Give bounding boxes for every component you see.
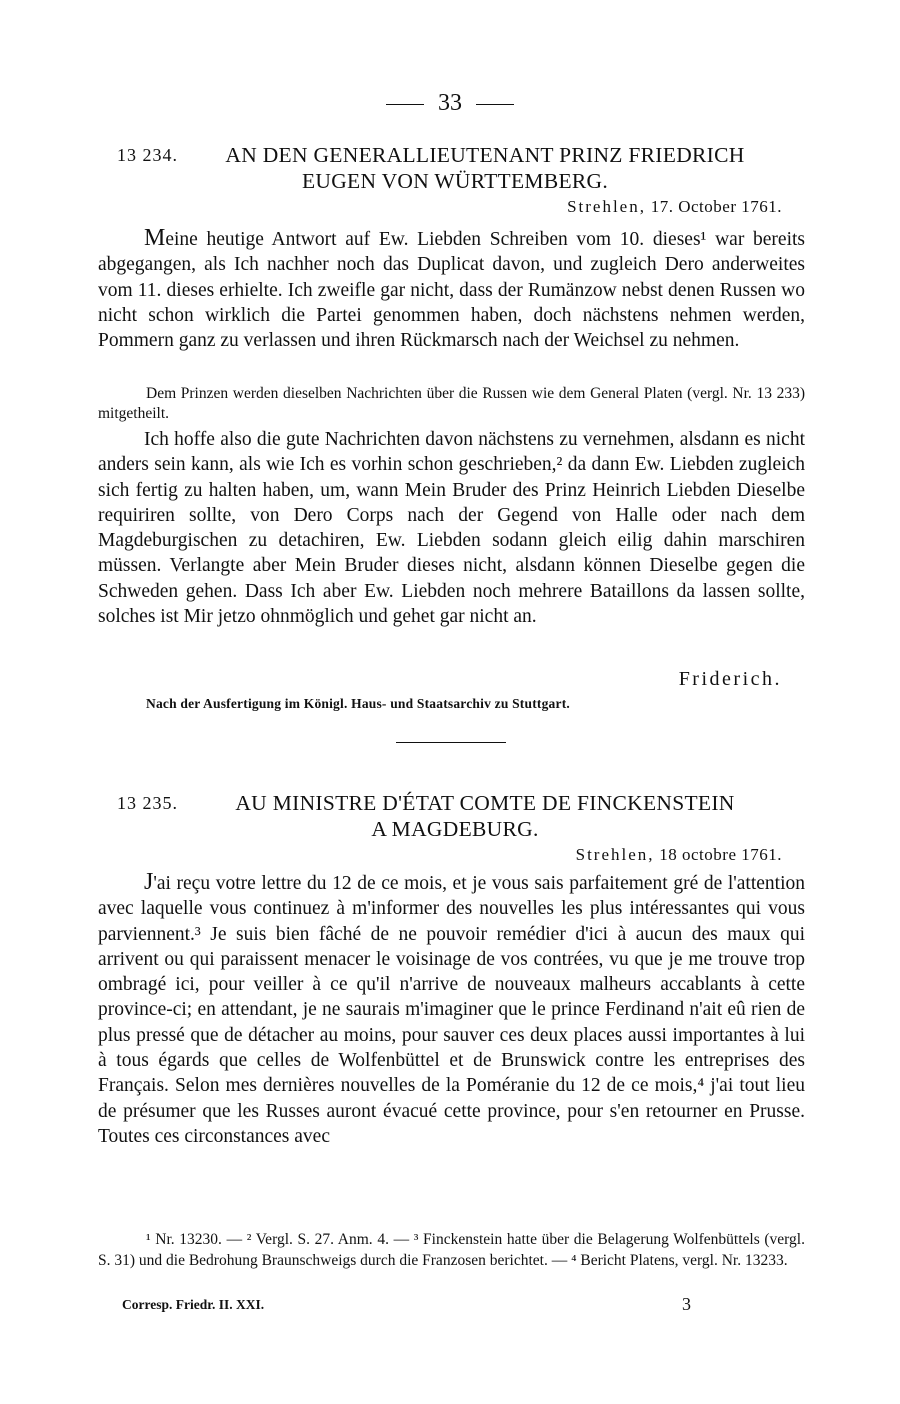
header-dash-left (386, 104, 424, 105)
letter1-dateline (567, 197, 782, 217)
letter1-para1-text: eine heutige Antwort auf Ew. Liebden Schreiben vom 10. dieses¹ war bereits abgegangen, als Ich nachher noch das Duplicat davon, und zugleich Dero anderweites vom 11. dieses erhielte. Ich zweifle gar nicht, dass der Rumänzow nebst denen Russen wo nicht schon wirklich die Partei genommen haben, doch nächstens nehmen werden, Pommern ganz zu verlassen und ihren Rückmarsch nach der Weichsel zu nehmen. (98, 229, 805, 352)
letter1-source-note: Nach der Ausfertigung im Königl. Haus- und Staatsarchiv zu Stuttgart. (146, 696, 570, 711)
letter1-editor-note: Dem Prinzen werden dieselben Nachrichten über die Russen wie dem General Platen (vergl. Nr. 13 233) mitgetheilt. (98, 385, 805, 422)
letter2-paragraph1 (98, 870, 805, 1149)
letter1-heading-line1: AN DEN GENERALLIEUTENANT PRINZ FRIEDRICH (225, 143, 745, 167)
signature-footer: Corresp. Friedr. II. XXI. (122, 1297, 265, 1312)
letter2-heading (117, 790, 790, 842)
letter1-place: Strehlen, (567, 197, 646, 216)
footnotes (98, 1229, 805, 1271)
letter1-number: 13 234. (117, 145, 178, 165)
section-divider (396, 742, 506, 743)
letter2-date: 18 octobre 1761. (659, 845, 782, 864)
letter1-signature: Friderich. (678, 668, 782, 690)
letter2-number: 13 235. (117, 793, 178, 813)
page-number: 33 (438, 90, 462, 116)
letter1-para2-text: Ich hoffe also die gute Nachrichten davon nächstens zu vernehmen, alsdann es nicht anders sein kann, als wie Ich es vorhin schon geschrieben,² da dann Ew. Liebden zugleich sich fertig zu halten haben, um, wann Mein Bruder des Prinz Heinrich Liebden Dieselbe requiriren sollte, von Dero Corps nach der Gegend von Halle oder nach dem Magdeburgischen zu detachiren, Ew. Liebden sodann gleich eilig dahin marschiren müssen. Verlangte aber Mein Bruder dieses nicht, alsdann können Dieselbe gegen die Schweden gehen. Dass Ich aber Ew. Liebden noch mehrere Bataillons da lassen sollte, solches ist Mir jetzo ohnmöglich und gehet gar nicht an. (98, 429, 805, 628)
letter1-heading (117, 142, 790, 194)
letter2-heading-line2: A MAGDEBURG. (371, 817, 539, 841)
letter2-para1-text: 'ai reçu votre lettre du 12 de ce mois, et je vous sais parfaitement gré de l'attention avec laquelle vous continuez à m'informer des nouvelles les plus intéressantes qui vous parviennent.³ Je suis bien fâché de ne pouvoir remédier d'ici à aucun des maux qui arrivent ou qui paraissent menacer le voisinage de vos contrées, vu que je me trouve trop ombragé ici, pour veiller à ce qu'il n'arrive de nouveaux malheurs accablants à cette province-ci; en attendant, je ne saurais m'imaginer que le prince Ferdinand n'ait eû rien de plus pressé que de détacher au moins, pour sauver ces deux places aussi importantes à lui à tous égards que celles de Wolfenbüttel et de Brunswick contre les entreprises des Français. Selon mes dernières nouvelles de la Poméranie du 12 de ce mois,⁴ j'ai tout lieu de présumer que les Russes auront évacué cette province, pour s'en retourner en Prusse. Toutes ces circonstances avec (98, 873, 805, 1147)
sheet-number: 3 (682, 1294, 691, 1314)
letter1-initial: M (144, 225, 166, 251)
letter2-place: Strehlen, (575, 845, 655, 864)
letter1-heading-line2: EUGEN VON WÜRTTEMBERG. (301, 169, 609, 193)
footnotes-text: ¹ Nr. 13230. — ² Vergl. S. 27. Anm. 4. — ³ Finckenstein hatte über die Belagerung Wolfenbüttels (vergl. S. 31) und die Bedrohung Braunschweigs durch die Franzosen berichtet. — ⁴ Bericht Platens, vergl. Nr. 13233. (98, 1231, 805, 1269)
header-dash-right (476, 104, 514, 105)
letter2-dateline (576, 845, 782, 865)
letter1-paragraph1 (98, 226, 805, 353)
letter1-date: 17. October 1761. (650, 197, 782, 216)
letter2-initial: J (144, 869, 154, 895)
letter1-paragraph2 (98, 427, 805, 629)
letter2-heading-line1: AU MINISTRE D'ÉTAT COMTE DE FINCKENSTEIN (235, 791, 735, 815)
page-number-header (0, 90, 900, 117)
